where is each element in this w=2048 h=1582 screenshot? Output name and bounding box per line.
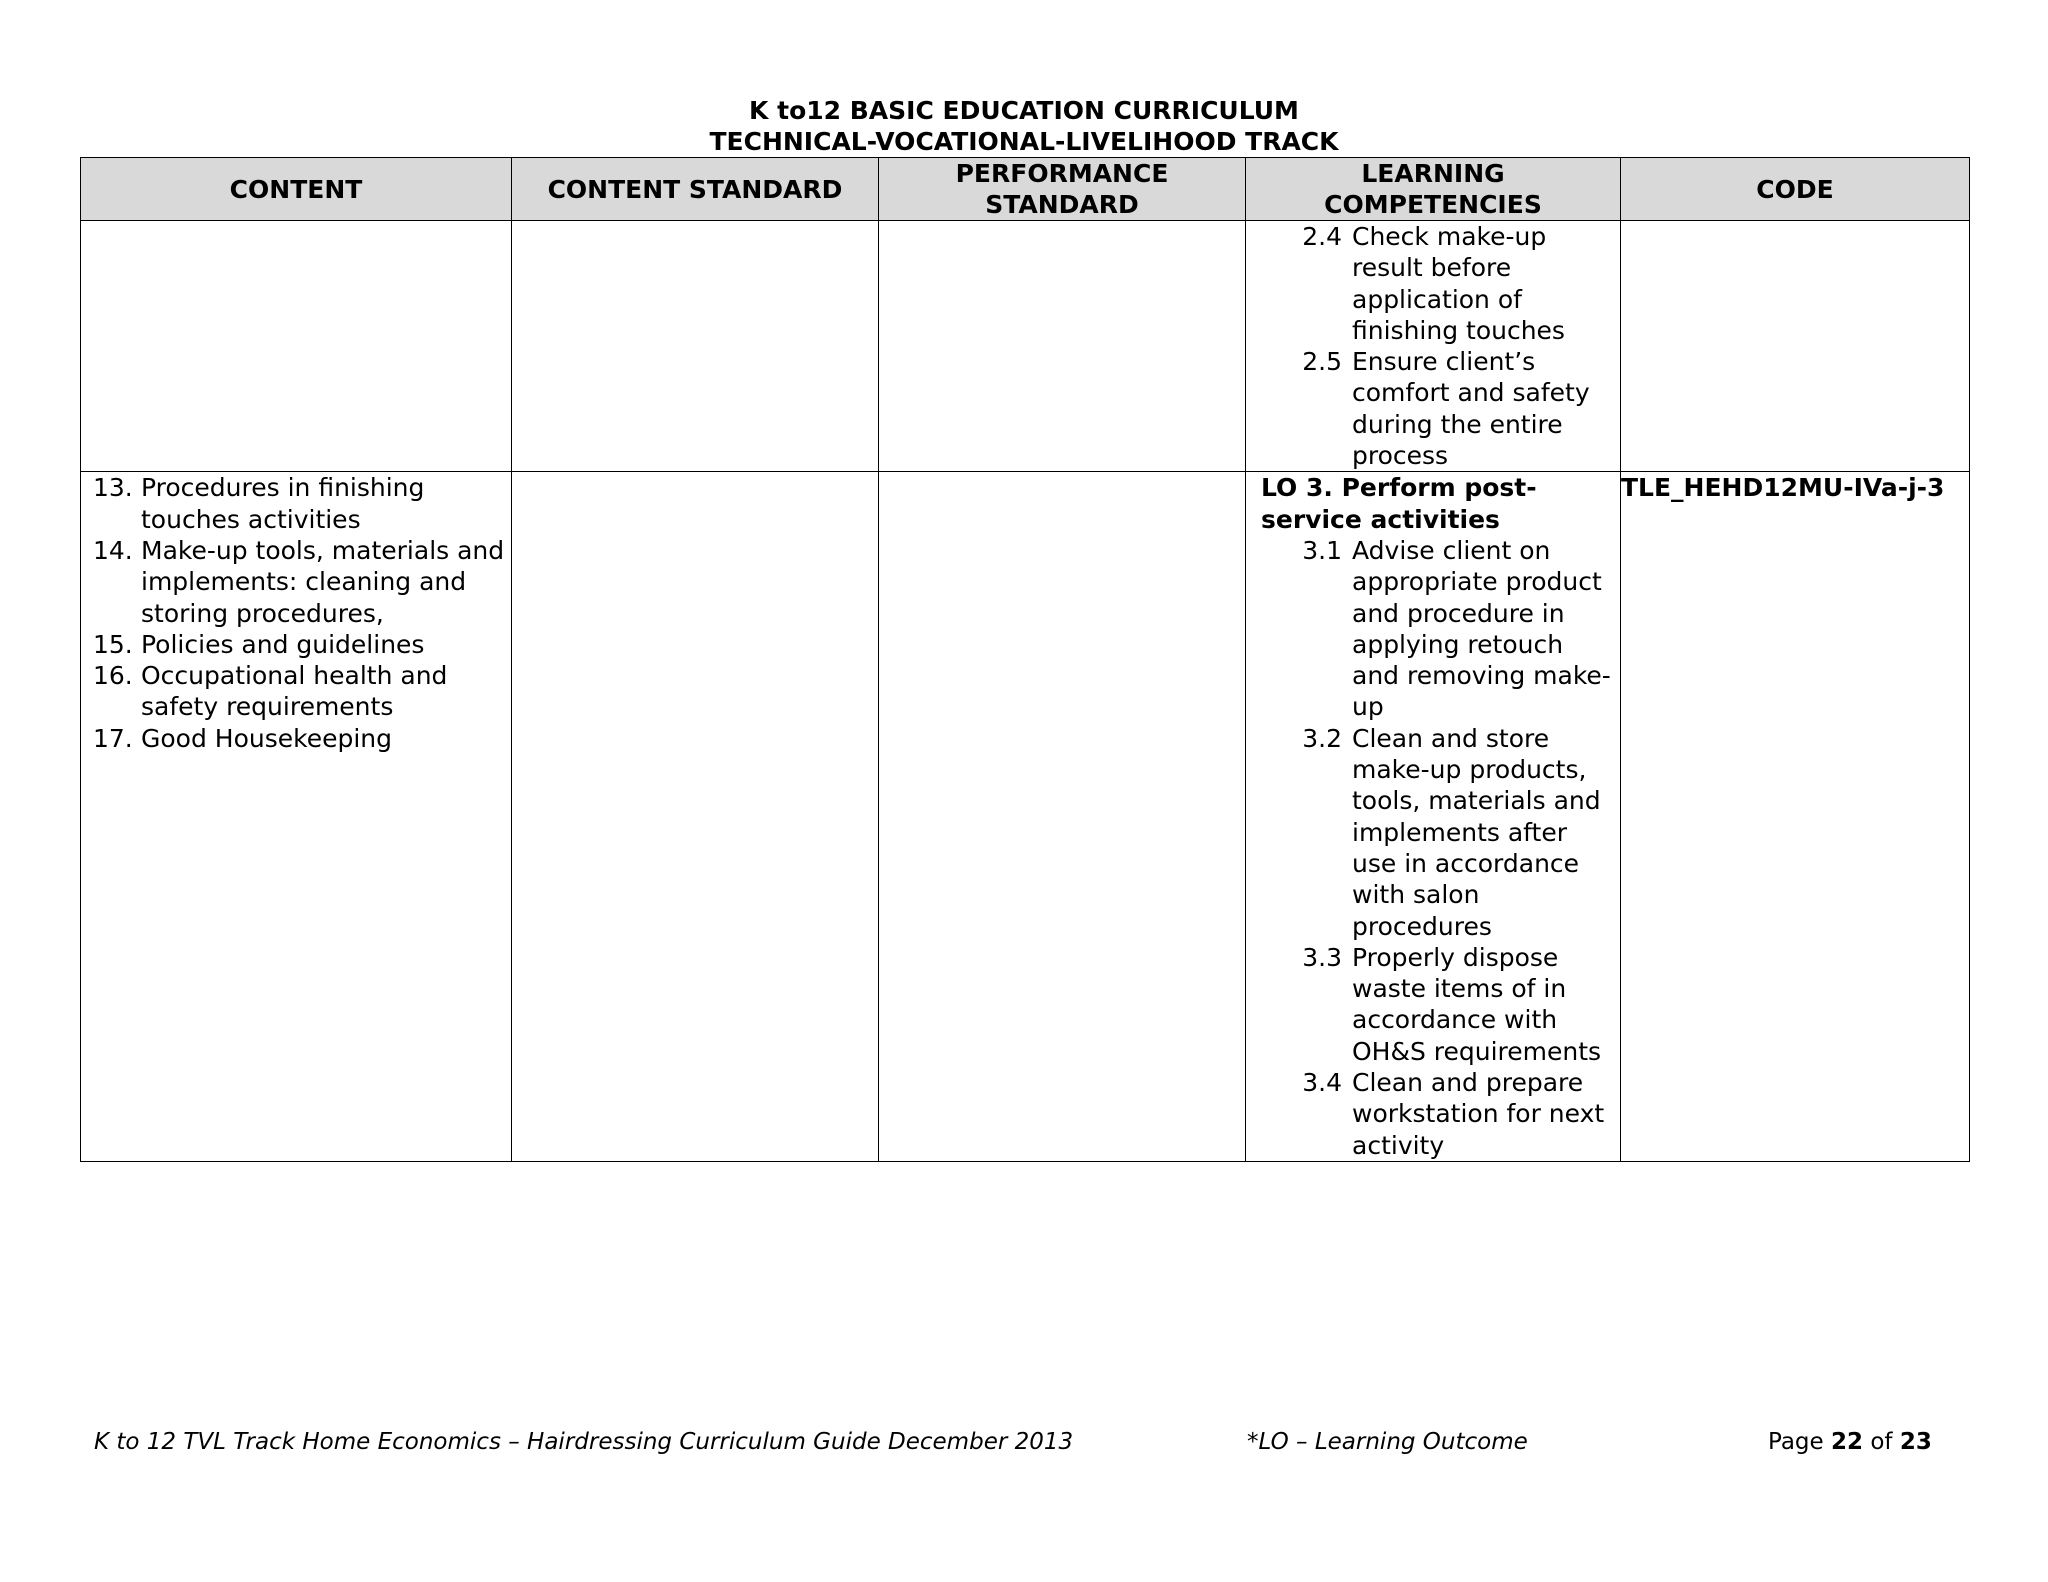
document-title: K to12 BASIC EDUCATION CURRICULUM	[749, 96, 1299, 125]
page-current: 22	[1831, 1429, 1864, 1455]
column-header-code: CODE	[1621, 158, 1970, 221]
competency-item	[1261, 346, 1614, 471]
performance-standard-cell	[879, 221, 1246, 472]
column-header-content: CONTENT	[81, 158, 512, 221]
competency-item	[1261, 535, 1614, 723]
curriculum-table	[80, 157, 1970, 1162]
page-prefix: Page	[1768, 1429, 1824, 1455]
table-header-row	[81, 158, 1970, 221]
content-item	[93, 535, 505, 629]
column-header-learning-competencies: LEARNING COMPETENCIES	[1246, 158, 1621, 221]
competency-item	[1261, 1067, 1614, 1161]
content-item	[93, 660, 505, 723]
content-item	[93, 472, 505, 535]
content-text: Occupational health and safety requirements	[141, 661, 448, 722]
page-of: of	[1870, 1429, 1893, 1455]
content-text: Policies and guidelines	[141, 629, 425, 659]
competency-number: 3.4	[1302, 1068, 1342, 1098]
table-row	[81, 221, 1970, 472]
column-header-performance-standard: PERFORMANCE STANDARD	[879, 158, 1246, 221]
page-total: 23	[1899, 1429, 1932, 1455]
learning-competencies-cell	[1246, 472, 1621, 1162]
performance-standard-cell	[879, 472, 1246, 1162]
competency-text: Clean and store make-up products, tools, materials and implements after use in accordance with salon procedures	[1352, 723, 1601, 941]
competency-text: Clean and prepare workstation for next activity	[1352, 1068, 1605, 1160]
page-number	[1768, 1427, 1932, 1457]
content-cell	[81, 472, 512, 1162]
code-cell	[1621, 221, 1970, 472]
footer-guide-title: K to 12 TVL Track Home Economics – Hairdressing Curriculum Guide December 2013	[94, 1429, 1074, 1455]
content-standard-cell	[512, 221, 879, 472]
competency-text: Advise client on appropriate product and procedure in applying retouch and removing make-up	[1352, 535, 1611, 722]
column-header-content-standard: CONTENT STANDARD	[512, 158, 879, 221]
document-subtitle: TECHNICAL-VOCATIONAL-LIVELIHOOD TRACK	[709, 127, 1339, 156]
competency-number: 2.4	[1302, 222, 1342, 251]
learning-outcome-title: LO 3. Perform post-service activities	[1261, 473, 1537, 534]
competency-number: 3.3	[1302, 942, 1342, 972]
competency-item	[1261, 221, 1614, 346]
content-item	[93, 723, 505, 754]
footer-lo-note: *LO – Learning Outcome	[1247, 1429, 1528, 1455]
content-text: Good Housekeeping	[141, 723, 393, 753]
content-standard-cell	[512, 472, 879, 1162]
competency-number: 3.1	[1302, 535, 1342, 565]
learning-competencies-cell	[1246, 221, 1621, 472]
content-number: 14.	[93, 535, 133, 565]
code-cell: TLE_HEHD12MU-IVa-j-3	[1621, 472, 1970, 1162]
competency-text: Check make-up result before application of finishing touches	[1352, 222, 1565, 345]
competency-number: 2.5	[1302, 347, 1342, 377]
content-item	[93, 629, 505, 660]
content-number: 16.	[93, 661, 133, 691]
competency-text: Properly dispose waste items of in accordance with OH&S requirements	[1352, 942, 1602, 1066]
competency-item	[1261, 942, 1614, 1067]
content-text: Make-up tools, materials and implements: cleaning and storing procedures,	[141, 535, 505, 628]
content-text: Procedures in finishing touches activities	[141, 473, 425, 534]
competency-text: Ensure client’s comfort and safety during the entire process	[1352, 347, 1590, 471]
content-number: 15.	[93, 629, 133, 659]
content-number: 17.	[93, 723, 133, 753]
content-number: 13.	[93, 473, 133, 503]
competency-number: 3.2	[1302, 723, 1342, 753]
table-row	[81, 472, 1970, 1162]
competency-item	[1261, 723, 1614, 942]
content-cell	[81, 221, 512, 472]
